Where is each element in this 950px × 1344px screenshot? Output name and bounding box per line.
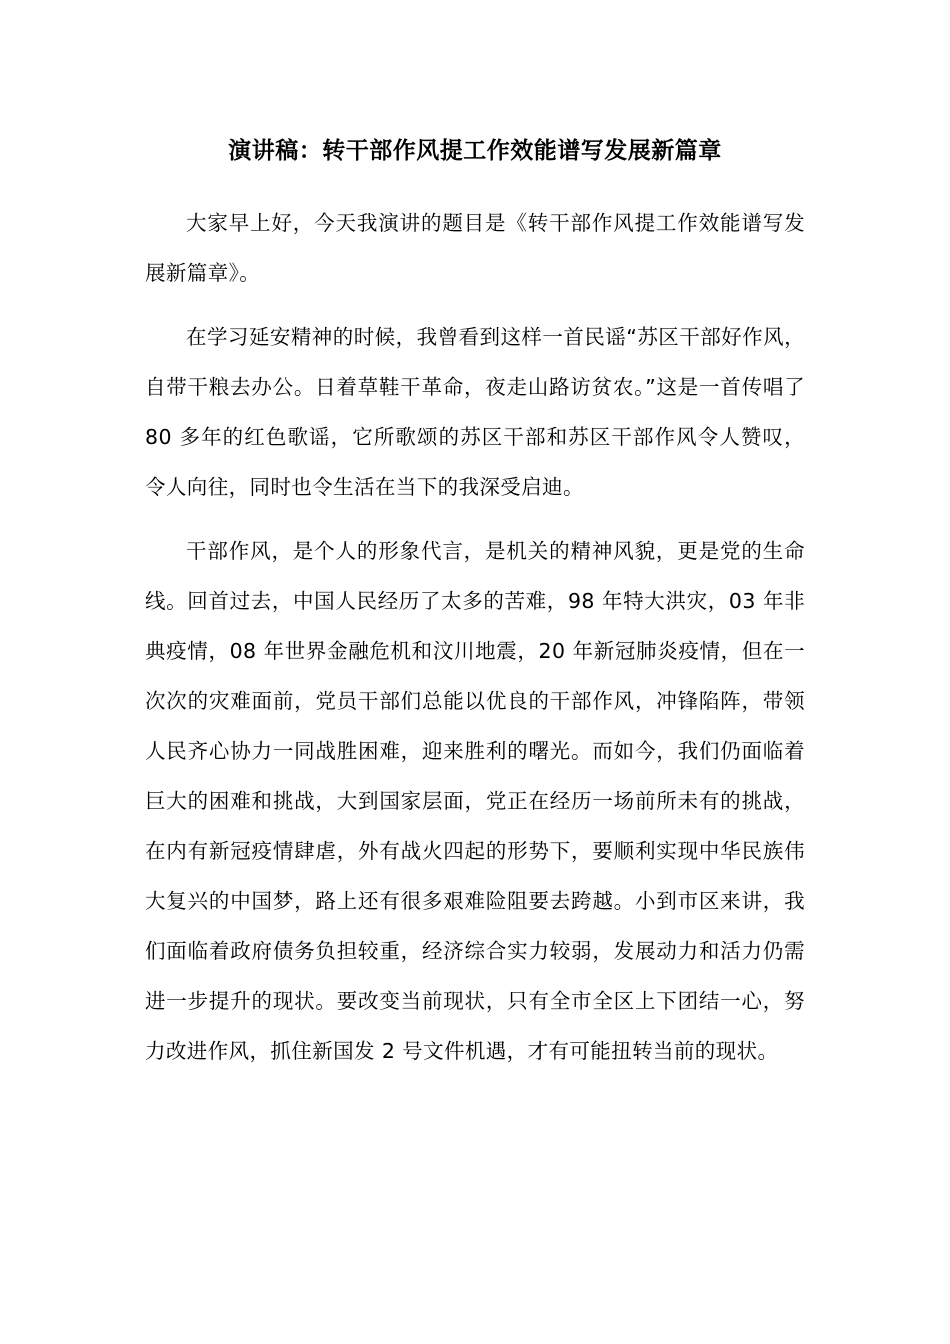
paragraph-greeting: 大家早上好，今天我演讲的题目是《转干部作风提工作效能谱写发展新篇章》。: [145, 211, 805, 285]
paragraph-folk-song: 在学习延安精神的时候，我曾看到这样一首民谣“苏区干部好作风，自带干粮去办公。日着草鞋干革命，夜走山路访贫农。”这是一首传唱了 80 多年的红色歌谣，它所歌颂的苏区干部和苏区干部作风令人赞叹，令人向往，同时也令生活在当下的我深受启迪。: [145, 325, 805, 499]
document-title: 演讲稿：转干部作风提工作效能谱写发展新篇章: [228, 138, 722, 164]
paragraph-cadre-style: 干部作风，是个人的形象代言，是机关的精神风貌，更是党的生命线。回首过去，中国人民经历了太多的苦难，98 年特大洪灾，03 年非典疫情，08 年世界金融危机和汶川地震，20 年新冠肺炎疫情，但在一次次的灾难面前，党员干部们总能以优良的干部作风，冲锋陷阵，带领人民齐心协力一同战胜困难，迎来胜利的曙光。而如今，我们仍面临着巨大的困难和挑战，大到国家层面，党正在经历一场前所未有的挑战，在内有新冠疫情肆虐，外有战火四起的形势下，要顺利实现中华民族伟大复兴的中国梦，路上还有很多艰难险阻要去跨越。小到市区来讲，我们面临着政府债务负担较重，经济综合实力较弱，发展动力和活力仍需进一步提升的现状。要改变当前现状，只有全市全区上下团结一心，努力改进作风，抓住新国发 2 号文件机遇，才有可能扭转当前的现状。: [145, 539, 805, 1063]
document-body: [145, 198, 805, 1090]
